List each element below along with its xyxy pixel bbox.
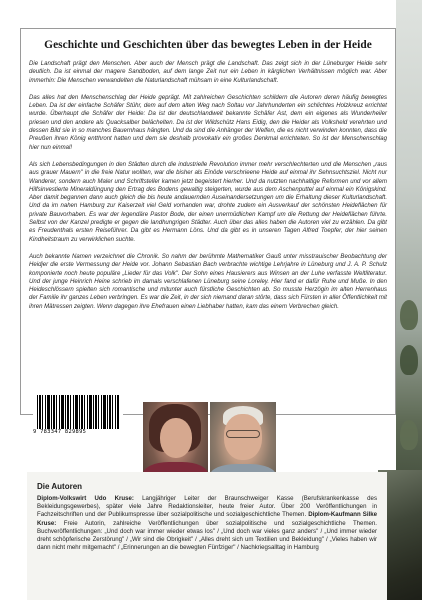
blurb-paragraph: Auch bekannte Namen verzeichnet die Chronik. So nahm der berühmte Mathematiker Gauß unter misstrauischer Beobachtung der Heidjer die erste Vermessung der Heide vor. Johann Sebastian Bach verbrachte wichtige Lehrjahre in Lüneburg und J. A. P. Schulz komponierte noch heute populäre „Lieder für das Volk". Der Sohn eines Hausierers aus Winsen an der Luhe verfasste Weltliteratur. Und der junge Heinrich Heine schrieb im damals verschlafenen Lüneburg seine Loreley. Hier fand er dafür Ruhe und Muße. In den Heideschlössern spielten sich romantische und mitunter auch fürstliche Geschichten ab. So musste Herzögin im alten Herrenhaus der Familie ihr ganzes Leben verbringen. Es war die Zeit, in der sich niemand daran störte, dass sich Fürsten in aller Öffentlichkeit mit ihren Mätressen zeigten. Wenn dagegen ihre Ehefrauen einen Liebhaber hatten, kam das einem Verbrechen gleich. [29, 253, 387, 310]
blurb-title: Geschichte und Geschichten über das bewegtes Leben in der Heide [44, 39, 372, 51]
blurb-paragraph: Als sich Lebensbedingungen in den Städten durch die industrielle Revolution immer mehr verschlechterten und die Menschen „raus aus grauer Mauern" in die freie Natur wollten, war die bisher als Einöde verschrieene Heide auf einmal ihr Sehnsuchtsziel. Nicht nur Wanderer, sondern auch Maler und Schriftsteller kamen jetzt begeistert hierher. Und da nutzten nachhaltige Reformen und vor allem Hilfsinvestierte Mineraldüngung den Ertrag des Bodens gewaltig steigerten, wurde aus dem Aschenputtel auf einmal ein Königskind. Aber damit begannen dann auch gleich die bis heute andauernden Auseinandersetzungen um die Erhaltung dieser Kulturlandschaft. Und da im nahen Hamburg zur Kaiserzeit viel Geld vorhanden war, drohte zudem ein Ausverkauf der schönsten Heideflächen für private Bauvorhaben. Es war der legendäre Pastor Bode, der einen unermüdlichen Kampf um die Rettung der Heideflächen führte. Selbst von der Kanzel predigte er gegen die landhungrigen Städter. Auch über das alles haben die Autoren viel zu erzählen. Da gibt es Freudenthals ersten Reiseführer. Da gibt es Hermann Löns. Und da gibt es in unseren Tagen Alfred Toepfer, der hier seinen Kindheitstraum zu verwirklichen suchte. [29, 161, 387, 243]
barcode-bars [37, 395, 119, 429]
blurb-text-box [20, 28, 396, 415]
authors-bio [37, 495, 377, 552]
authors-panel [27, 472, 387, 600]
foliage-shape [400, 345, 418, 375]
barcode-digits: 9 783347 829895 [33, 429, 87, 435]
blurb-paragraph: Das alles hat den Menschenschlag der Heide geprägt. Mit zahlreichen Geschichten schildern die Autoren deren häufig bewegtes Leben. Da ist der einfache Schäfer Stühr, dem auf dem alten Weg nach Soltau vor Jahrhunderten ein schlichtes Holzkreuz errichtet wurde. Überhaupt die Schäfer der Heide: Da ist der deutschlandweit bekannte Schäfer Ast, dem ein eigenes als Wunderheiler priesen und den andere als Quacksalber belächelten. Da ist der Wildschütz Hans Eidig, den die Heider als Volksheld verehrten und dessen Bild sie in so manches Bauernhaus hängten. Und da sind die Anhänger der Welfen, die es nicht verwinden konnten, dass die Preußen ihren König entthront hatten und dem sie deshalb provokativ ein großes Denkmal errichteten. So ist der Menschenschlag hier nun einmal! [29, 94, 387, 151]
foliage-shape [400, 420, 418, 450]
isbn-barcode [33, 393, 123, 437]
blurb-paragraph: Die Landschaft prägt den Menschen. Aber auch der Mensch prägt die Landschaft. Das zeigt sich in der Lüneburger Heide sehr deutlich. Da ist einmal der magere Sandboden, auf dem lange Zeit nur ein Leben in kärglichen Verhältnissen möglich war. Aber immerhin: Die Menschen verwandelten die Naturlandschaft mühsam in eine Kulturlandschaft. [29, 61, 387, 84]
foliage-shape [400, 300, 418, 330]
author-bio-text: Langjähriger Leiter der Braunschweiger Kasse (Berufskrankenkasse des Bekleidungsgewerbes), später viele Jahre Redaktionsleiter, heute freier Autor. Über 200 Veröffentlichungen in Fachzeitschriften und der Publikumspresse über sozialpolitische und sozialgeschichtliche Themen. [37, 495, 377, 519]
author-bio-text: Freie Autorin, zahlreiche Veröffentlichungen über sozialpolitische und sozialgeschichtliche Themen. Buchveröffentlichungen: „Und doch war immer wieder etwas los" / „Und doch war vieles ganz anders" / „Und immer wieder dreht schöpferische Zerstörung" / „Wir sind die Obrigkeit" / „Alles dreht sich um Textilien und Bekleidung" / „Vieles haben wir dann nicht mehr mitgemacht" / „Erinnerungen an die bewegten Fünfziger" / Nachkriegsalltag in Hamburg [37, 519, 377, 552]
authors-heading: Die Autoren [37, 482, 83, 491]
author-name: Diplom-Volkswirt Udo Kruse: [37, 495, 134, 502]
author-name: Diplom-Kaufmann Silke Kruse: [37, 511, 377, 527]
